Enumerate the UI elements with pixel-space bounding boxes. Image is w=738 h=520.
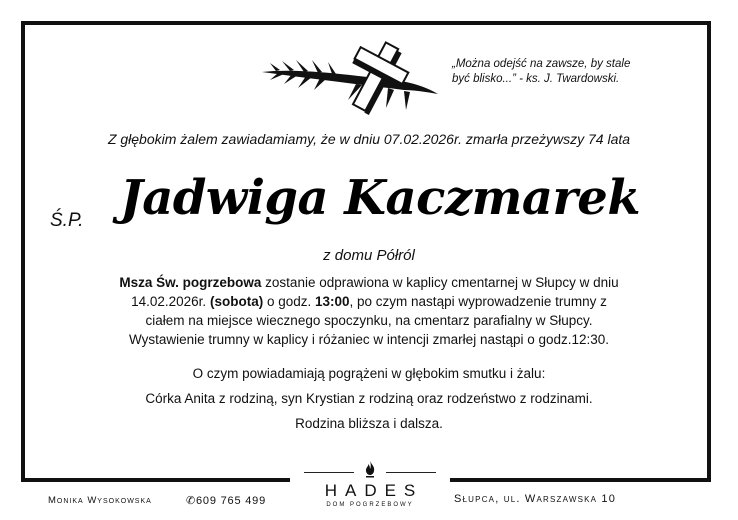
mass-text-2: o godz. [263,294,315,309]
mass-text-1: zostanie odprawiona w kaplicy cmentarnej w Słupcy w dniu [261,275,619,290]
logo-rule-left [304,472,354,473]
mass-label: Msza Św. pogrzebowa [119,275,262,290]
mass-line-4: Wystawienie trumny w kaplicy i różaniec w intencji zmarłej nastąpi o godz.12:30. [128,332,610,347]
mass-line-1 [60,273,678,292]
death-announcement: Z głębokim żalem zawiadamiamy, że w dniu 07.02.2026r. zmarła przeżywszy 74 lata [107,131,631,147]
mourners-family: Córka Anita z rodziną, syn Krystian z rodziną oraz rodzeństwo z rodzinami. [145,391,593,406]
mass-date: 14.02.2026r. [131,294,207,309]
hades-logo [298,460,442,518]
quote-line-2: być blisko...” - ks. J. Twardowski. [452,73,620,85]
quote-line-1: „Można odejść na zawsze, by stale [452,58,631,70]
contact-phone: ✆609 765 499 [186,495,266,507]
cross-icon [256,38,442,118]
mass-line-3: ciałem na miejsce wiecznego spoczynku, na cmentarz parafialny w Słupcy. [145,313,593,328]
sp-prefix: Ś.P. [50,210,84,231]
mass-line-2 [60,292,678,311]
mass-day: (sobota) [209,294,264,309]
mass-time: 13:00 [315,294,350,309]
deceased-name: Jadwiga Kaczmarek [120,170,641,226]
mourners-relatives: Rodzina bliższa i dalsza. [295,416,443,431]
logo-rule-right [386,472,436,473]
logo-title: HADES [324,481,424,500]
funeral-home-address: Słupca, ul. Warszawska 10 [454,493,617,505]
maiden-name: z domu Półról [323,247,415,264]
contact-name: Monika Wysokowska [48,495,152,506]
flame-icon [362,460,378,478]
mass-details [60,273,678,349]
mass-text-3: , po czym nastąpi wyprowadzenie trumny z [349,294,607,309]
quote [452,57,682,87]
mourners-intro: O czym powiadamiają pogrążeni w głębokim smutku i żalu: [192,366,546,381]
logo-subtitle: DOM POGRZEBOWY [326,502,414,508]
